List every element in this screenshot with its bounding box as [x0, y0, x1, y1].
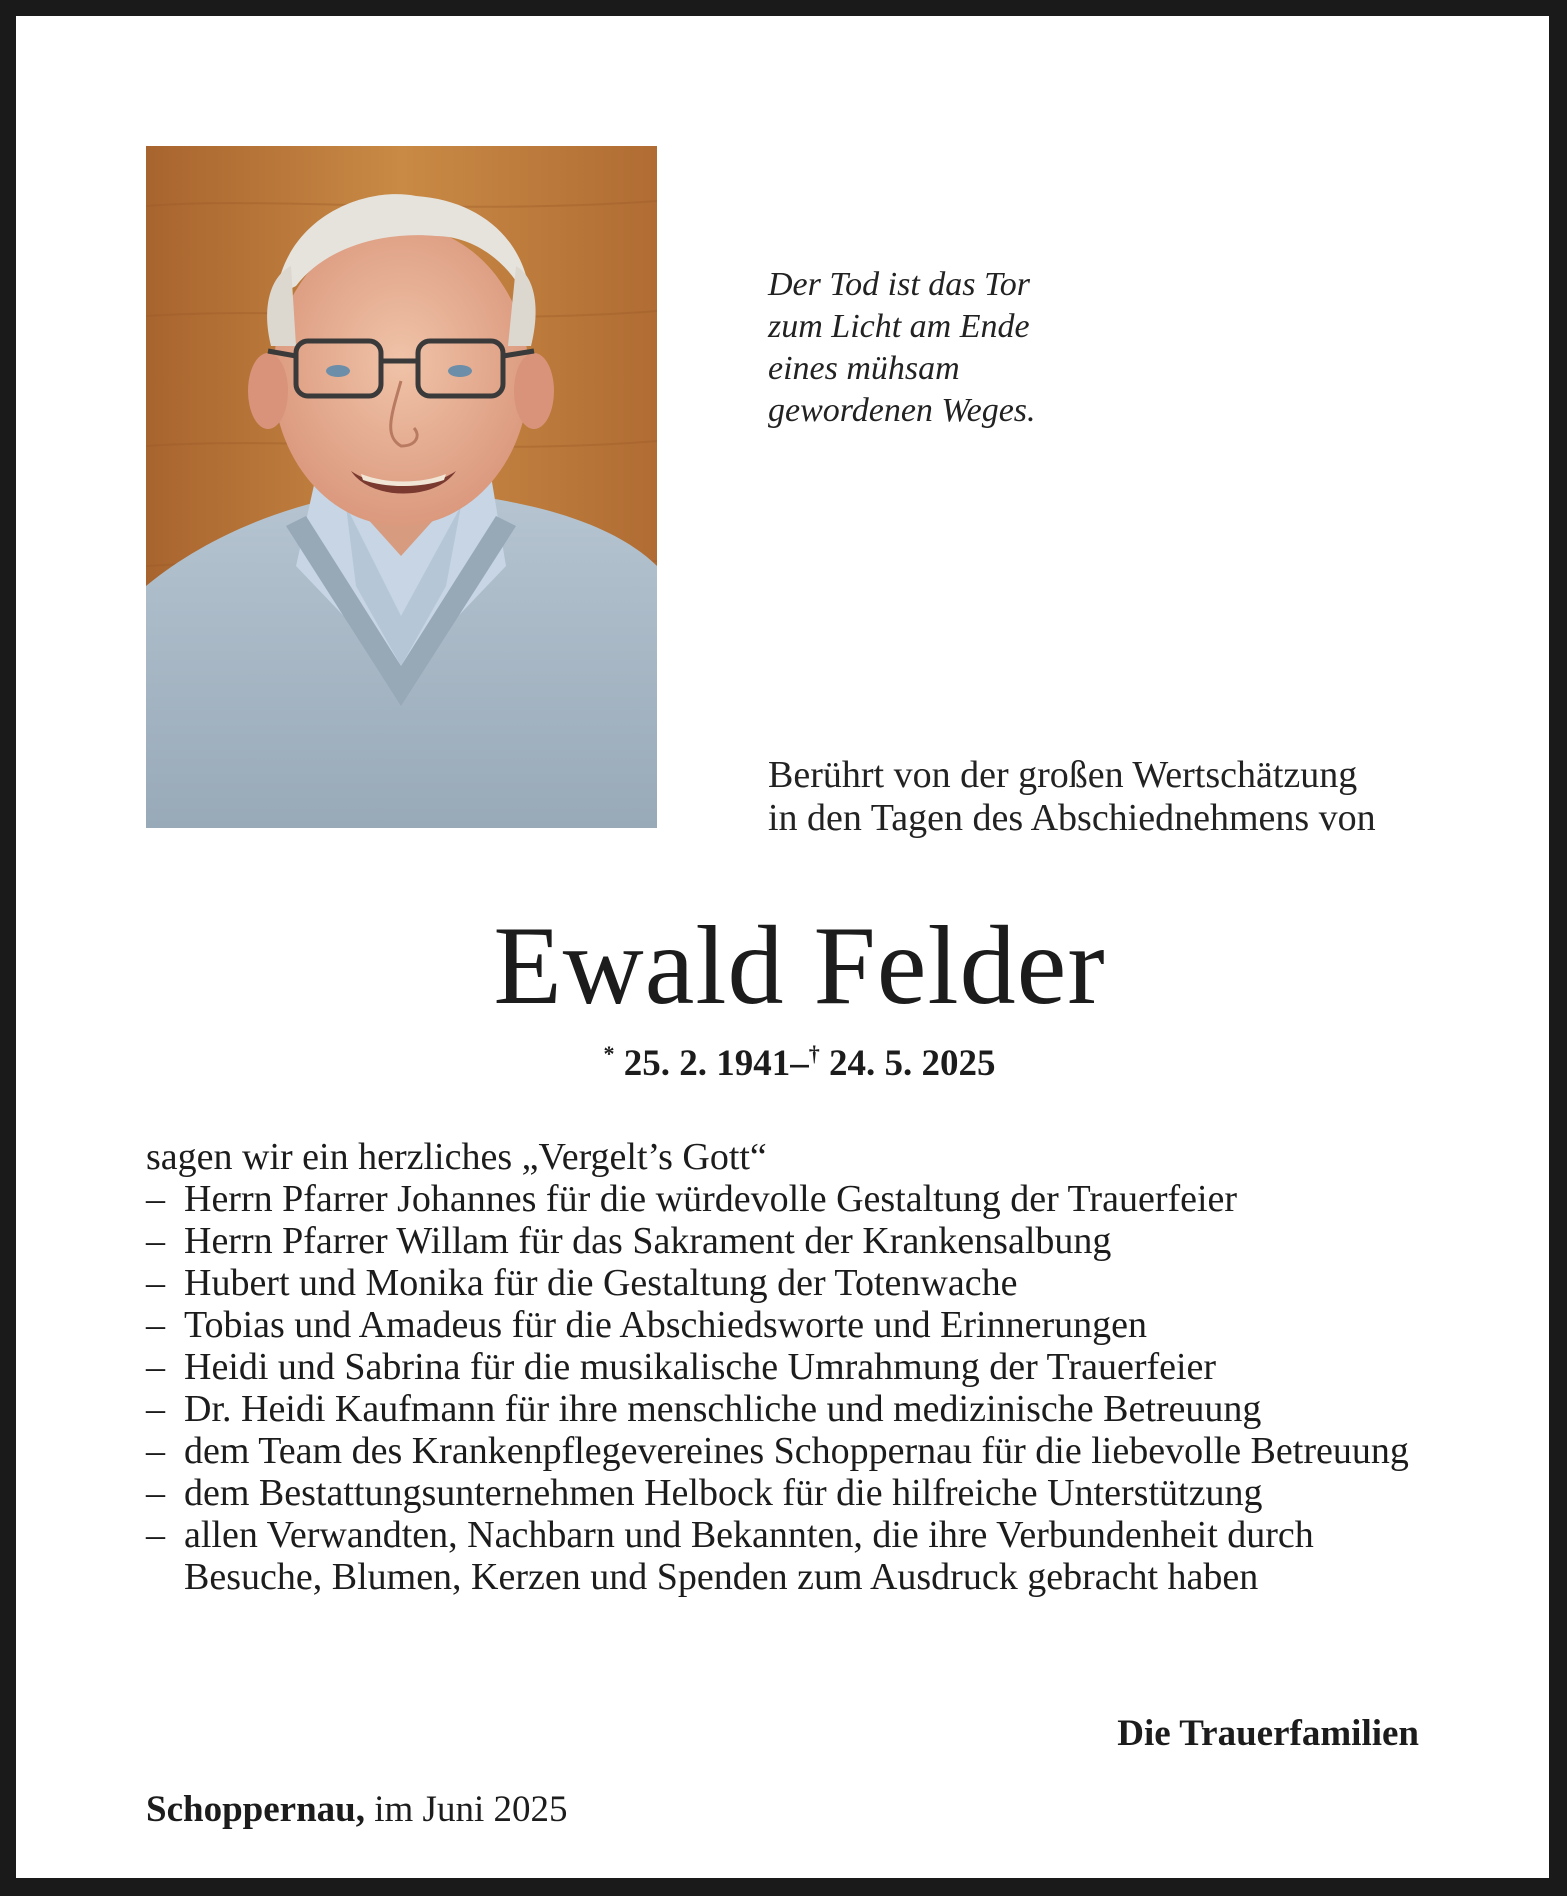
- list-bullet: –: [146, 1262, 165, 1304]
- signature-families: Die Trauerfamilien: [1117, 1713, 1419, 1754]
- intro-text: [768, 754, 1468, 840]
- list-item: [146, 1430, 1453, 1472]
- birth-symbol: *: [603, 1041, 615, 1066]
- list-item-text: dem Bestattungsunternehmen Helbock für die hilfreiche Unterstützung: [184, 1472, 1263, 1514]
- list-item: [146, 1472, 1453, 1514]
- list-item-text: allen Verwandten, Nachbarn und Bekannten, die ihre Verbundenheit durch Besuche, Blumen, Kerzen und Spenden zum Ausdruck gebracht haben: [184, 1514, 1314, 1598]
- list-item: [146, 1178, 1453, 1220]
- list-bullet: –: [146, 1388, 165, 1430]
- birth-date: 25. 2. 1941: [623, 1043, 791, 1084]
- list-item-text: Dr. Heidi Kaufmann für ihre menschliche und medizinische Betreuung: [184, 1388, 1262, 1430]
- list-bullet: –: [146, 1220, 165, 1262]
- quote-line: zum Licht am Ende: [768, 308, 1030, 345]
- death-date: 24. 5. 2025: [829, 1043, 996, 1084]
- list-item: [146, 1304, 1453, 1346]
- life-dates: [16, 1032, 1567, 1086]
- list-item-text: Tobias und Amadeus für die Abschiedsworte und Erinnerungen: [184, 1304, 1147, 1346]
- list-item-text: dem Team des Krankenpflegevereines Schoppernau für die liebevolle Betreuung: [184, 1430, 1409, 1472]
- portrait-image: [146, 146, 657, 828]
- list-bullet: –: [146, 1346, 165, 1388]
- deceased-name: Ewald Felder: [493, 904, 1106, 1028]
- list-item-text: Heidi und Sabrina für die musikalische Umrahmung der Trauerfeier: [184, 1346, 1217, 1388]
- list-bullet: –: [146, 1304, 165, 1346]
- memorial-quote: [768, 264, 1288, 432]
- list-item: [146, 1220, 1453, 1262]
- list-item-text: Hubert und Monika für die Gestaltung der Totenwache: [184, 1262, 1018, 1304]
- list-bullet: –: [146, 1514, 165, 1556]
- thanks-section: [146, 1136, 1453, 1598]
- intro-line: Berührt von der großen Wertschätzung: [768, 754, 1358, 796]
- date-separator: –: [790, 1043, 809, 1084]
- quote-line: eines mühsam: [768, 350, 960, 387]
- intro-line: in den Tagen des Abschiednehmens von: [768, 797, 1376, 839]
- list-item: [146, 1514, 1453, 1598]
- thanks-lead: sagen wir ein herzliches „Vergelt’s Gott“: [146, 1136, 767, 1178]
- list-item: [146, 1262, 1453, 1304]
- list-bullet: –: [146, 1178, 165, 1220]
- list-item-text: Herrn Pfarrer Willam für das Sakrament der Krankensalbung: [184, 1220, 1112, 1262]
- quote-line: Der Tod ist das Tor: [768, 266, 1031, 303]
- list-item: [146, 1346, 1453, 1388]
- list-item-text: Herrn Pfarrer Johannes für die würdevolle Gestaltung der Trauerfeier: [184, 1178, 1238, 1220]
- list-bullet: –: [146, 1472, 165, 1514]
- place-and-date: [146, 1788, 567, 1832]
- list-item: [146, 1388, 1453, 1430]
- death-symbol: †: [808, 1041, 820, 1066]
- notice-date: im Juni 2025: [374, 1789, 568, 1830]
- list-bullet: –: [146, 1430, 165, 1472]
- place-name: Schoppernau,: [146, 1789, 365, 1830]
- quote-line: gewordenen Weges.: [768, 392, 1036, 429]
- portrait-photo: [146, 146, 657, 828]
